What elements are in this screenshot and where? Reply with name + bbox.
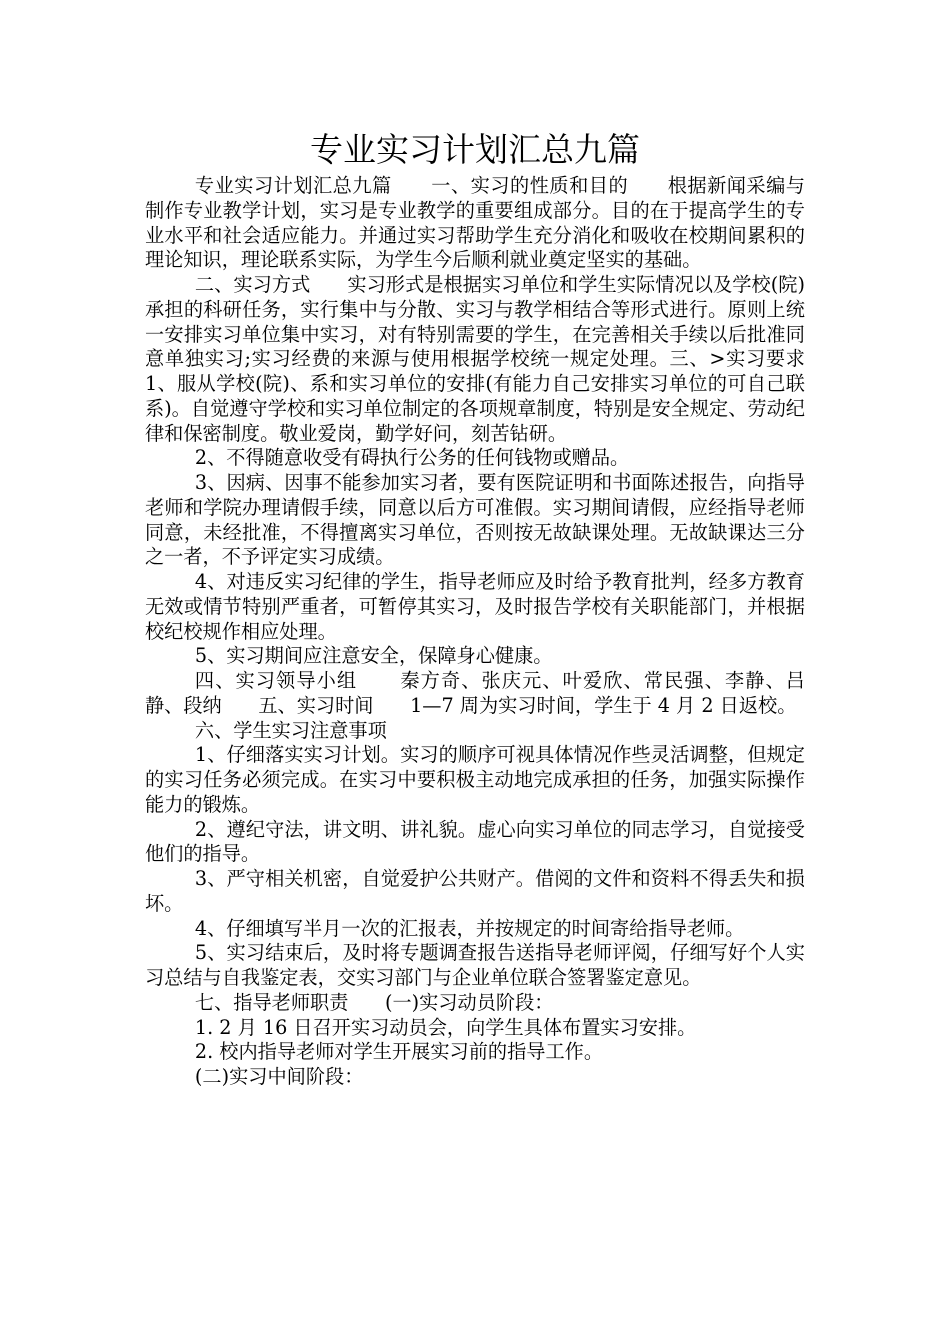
document-body xyxy=(145,174,842,1090)
paragraph-leadership-time: 四、实习领导小组 秦方奇、张庆元、叶爱欣、常民强、李静、吕静、段纳 五、实习时间 1—7 周为实习时间，学生于 4 月 2 日返校。 xyxy=(145,669,805,717)
paragraph-requirement-4: 4、对违反实习纪律的学生，指导老师应及时给予教育批判，经多方教育无效或情节特别严重者，可暂停其实习，及时报告学校有关职能部门，并根据校纪校规作相应处理。 xyxy=(145,570,805,643)
paragraph-requirement-2: 2、不得随意收受有碍执行公务的任何钱物或赠品。 xyxy=(194,446,630,470)
paragraph-teacher-duties: 七、指导老师职责 (一)实习动员阶段： xyxy=(194,990,554,1014)
paragraph-note-4: 4、仔细填写半月一次的汇报表，并按规定的时间寄给指导老师。 xyxy=(194,916,745,940)
paragraph-note-1: 1、仔细落实实习计划。实习的顺序可视具体情况作些灵活调整，但规定的实习任务必须完成。在实习中要积极主动地完成承担的任务，加强实际操作能力的锻炼。 xyxy=(145,743,805,816)
paragraph-note-3: 3、严守相关机密，自觉爱护公共财产。借阅的文件和资料不得丢失和损坏。 xyxy=(145,867,805,915)
paragraph-requirement-5: 5、实习期间应注意安全，保障身心健康。 xyxy=(194,644,553,668)
paragraph-intro: 专业实习计划汇总九篇 一、实习的性质和目的 根据新闻采编与制作专业教学计划，实习是专业教学的重要组成部分。目的在于提高学生的专业水平和社会适应能力。并通过实习帮助学生充分消化和吸收在校期间累积的理论知识，理论联系实际，为学生今后顺利就业奠定坚实的基础。 xyxy=(145,174,805,272)
paragraph-duty-2: 2. 校内指导老师对学生开展实习前的指导工作。 xyxy=(194,1040,604,1064)
paragraph-requirement-3: 3、因病、因事不能参加实习者，要有医院证明和书面陈述报告，向指导老师和学院办理请假手续，同意以后方可准假。实习期间请假，应经指导老师同意，未经批准，不得擅离实习单位，否则按无故缺课处理。无故缺课达三分之一者，不予评定实习成绩。 xyxy=(145,471,805,569)
paragraph-note-5: 5、实习结束后，及时将专题调查报告送指导老师评阅，仔细写好个人实习总结与自我鉴定表，交实习部门与企业单位联合签署鉴定意见。 xyxy=(145,941,805,989)
paragraph-method-requirements: 二、实习方式 实习形式是根据实习单位和学生实际情况以及学校(院)承担的科研任务，实行集中与分散、实习与教学相结合等形式进行。原则上统一安排实习单位集中实习，对有特别需要的学生，在完善相关手续以后批准同意单独实习;实习经费的来源与使用根据学校统一规定处理。三、>实习要求 1、服从学校(院)、系和实习单位的安排(有能力自己安排实习单位的可自己联系)。自觉遵守学校和实习单位制定的各项规章制度，特别是安全规定、劳动纪律和保密制度。敬业爱岗，勤学好问，刻苦钻研。 xyxy=(145,273,842,445)
paragraph-duty-1: 1. 2 月 16 日召开实习动员会，向学生具体布置实习安排。 xyxy=(194,1015,697,1039)
paragraph-notes-heading: 六、学生实习注意事项 xyxy=(194,718,387,742)
paragraph-middle-stage: (二)实习中间阶段： xyxy=(194,1065,364,1088)
paragraph-note-2: 2、遵纪守法，讲文明、讲礼貌。虚心向实习单位的同志学习，自觉接受他们的指导。 xyxy=(145,817,805,866)
document-title: 专业实习计划汇总九篇 xyxy=(310,130,640,169)
